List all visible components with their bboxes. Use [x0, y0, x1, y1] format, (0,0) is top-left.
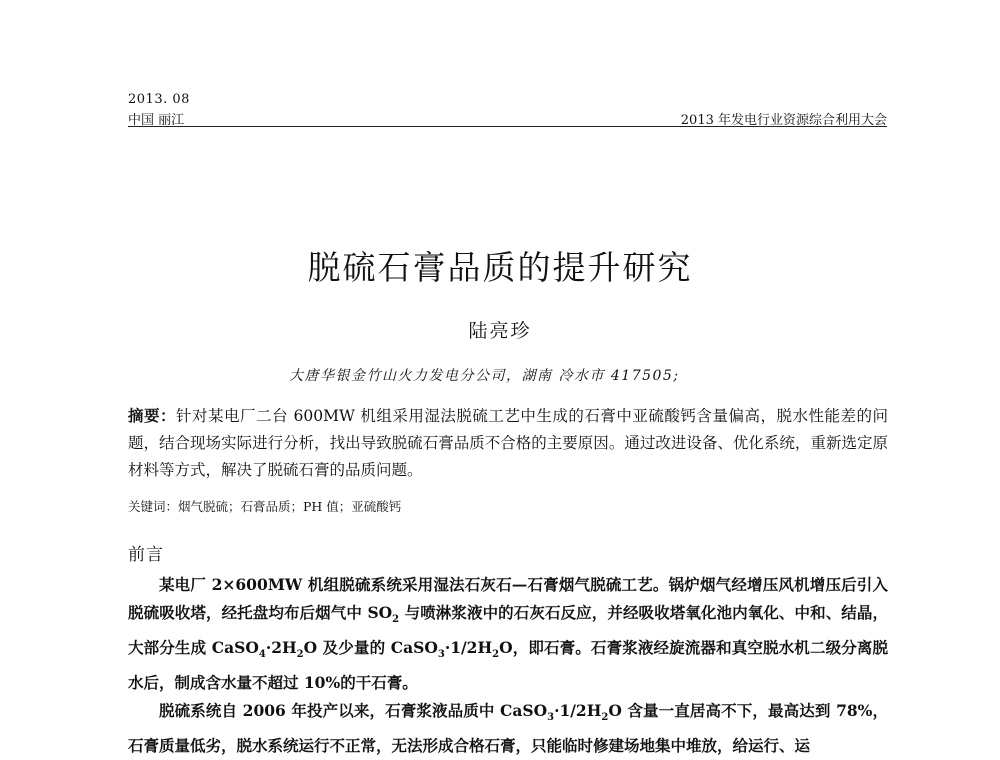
section-heading: 前言: [128, 545, 164, 565]
header-conference: 2013 年发电行业资源综合利用大会: [680, 113, 887, 128]
abstract-text: 针对某电厂二台 600MW 机组采用湿法脱硫工艺中生成的石膏中亚硫酸钙含量偏高，脱水性能差的问题，结合现场实际进行分析，找出导致脱硫石膏品质不合格的主要原因。通过改进设备、优化系统，重新选定原材料等方式，解决了脱硫石膏的品质问题。: [128, 407, 888, 479]
keywords: [128, 497, 401, 515]
paragraph: 脱硫系统自 2006 年投产以来，石膏浆液品质中 $CaSO_3\cdot 1/2H_2O$ 含量一直居高不下，最高达到 78%，石膏质量低劣，脱水系统运行不正常，无法形成合格石膏，只能临时修建场地集中堆放，给运行、运: [128, 701, 889, 756]
paper-affiliation: 大唐华银金竹山火力发电分公司，湖南 冷水市 417505;: [289, 368, 680, 384]
header-date: 2013. 08: [128, 92, 190, 107]
abstract: [128, 402, 888, 484]
header-divider: [128, 126, 887, 127]
abstract-label: 摘要：: [128, 406, 177, 425]
paper-title: 脱硫石膏品质的提升研究: [307, 248, 693, 287]
paper-author: 陆亮珍: [468, 320, 532, 342]
keywords-label: 关键词：: [128, 499, 179, 514]
paragraph: 某电厂 2×600MW 机组脱硫系统采用湿法石灰石—石膏烟气脱硫工艺。锅炉烟气经增压风机增压后引入脱硫吸收塔，经托盘均布后烟气中 $SO_2$ 与喷淋浆液中的石灰石反应，并经吸收塔氧化池内氧化、中和、结晶，大部分生成 $CaSO_4\cdot 2H_2O$ 及少量的 $CaSO_3\cdot 1/2H_2O$，即石膏。石膏浆液经旋流器和真空脱水机二级分离脱水后，制成含水量不超过 10%的干石膏。: [128, 575, 888, 693]
header-place: 中国 丽江: [128, 113, 185, 128]
body-text: [128, 571, 888, 760]
keywords-text: 烟气脱硫；石膏品质；PH 值；亚硫酸钙: [178, 499, 402, 514]
